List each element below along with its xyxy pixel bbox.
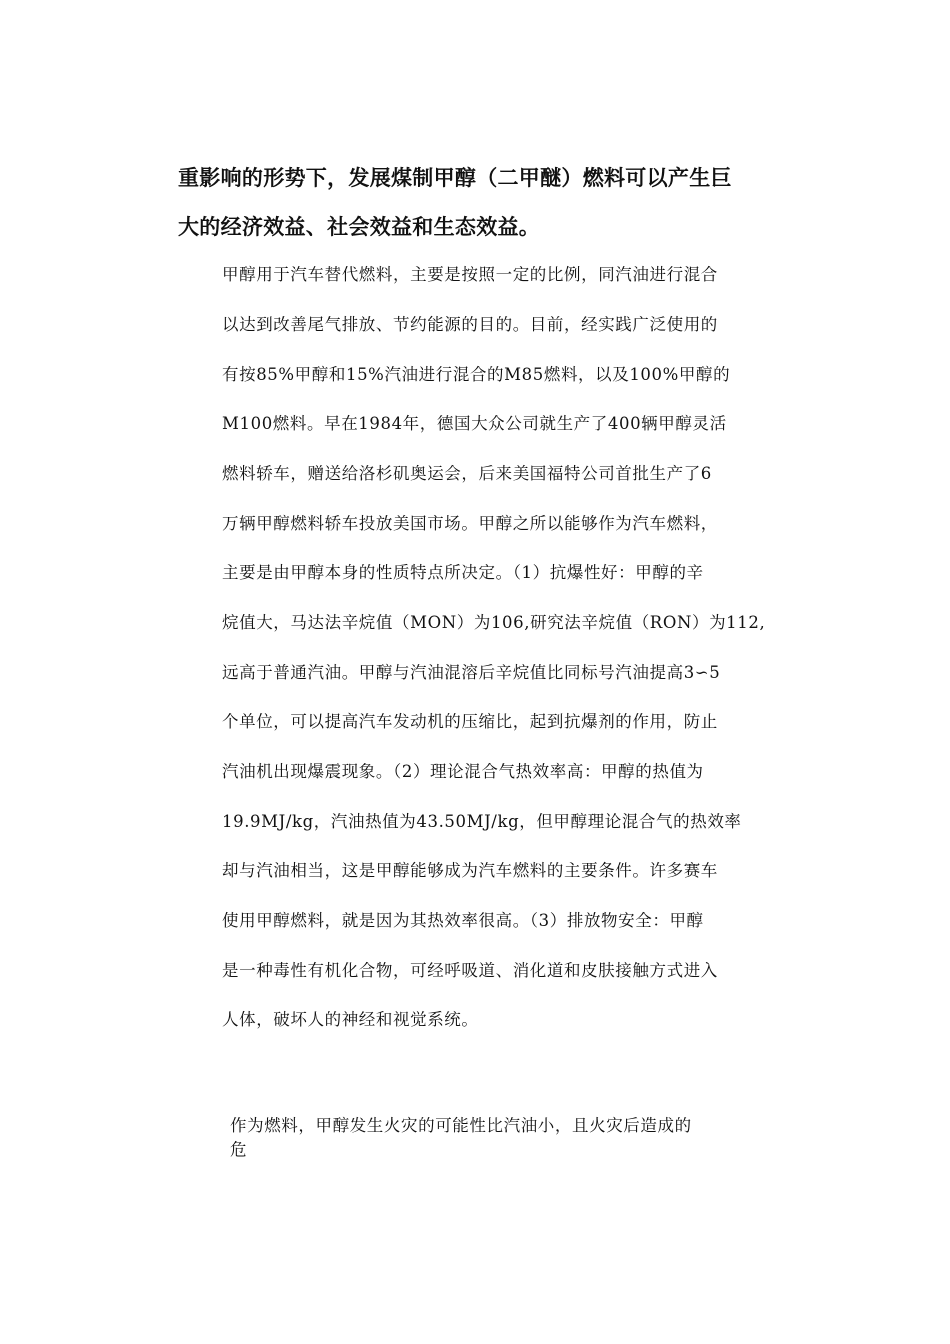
- body-line-2: 以达到改善尾气排放、节约能源的目的。目前，经实践广泛使用的: [222, 315, 718, 334]
- body-line-7: 主要是由甲醇本身的性质特点所决定。（1）抗爆性好：甲醇的辛: [222, 563, 704, 582]
- body-line-3: 有按85%甲醇和15%汽油进行混合的M85燃料，以及100%甲醇的: [222, 365, 731, 384]
- body-line-6: 万辆甲醇燃料轿车投放美国市场。甲醇之所以能够作为汽车燃料，: [222, 514, 718, 533]
- body-line-5: 燃料轿车，赠送给洛杉矶奥运会，后来美国福特公司首批生产了6: [222, 464, 712, 483]
- lead-line-1: 重影响的形势下，发展煤制甲醇（二甲醚）燃料可以产生巨: [178, 166, 732, 190]
- body-line-10: 个单位，可以提高汽车发动机的压缩比，起到抗爆剂的作用，防止: [222, 712, 718, 731]
- body-line-1: 甲醇用于汽车替代燃料，主要是按照一定的比例，同汽油进行混合: [222, 265, 718, 284]
- body-line-9: 远高于普通汽油。甲醇与汽油混溶后辛烷值比同标号汽油提高3∽5: [222, 663, 721, 682]
- body-line-8: 烷值大，马达法辛烷值（MON）为106,研究法辛烷值（RON）为112,: [222, 613, 766, 632]
- body-line-13: 却与汽油相当，这是甲醇能够成为汽车燃料的主要条件。许多赛车: [222, 861, 718, 880]
- body-line-11: 汽油机出现爆震现象。（2）理论混合气热效率高：甲醇的热值为: [222, 762, 704, 781]
- lead-line-2: 大的经济效益、社会效益和生态效益。: [178, 215, 541, 239]
- tail-line-1: 作为燃料，甲醇发生火灾的可能性比汽油小，且火灾后造成的: [230, 1116, 692, 1135]
- tail-line-2: 危: [230, 1140, 248, 1159]
- body-line-14: 使用甲醇燃料，就是因为其热效率很高。（3）排放物安全：甲醇: [222, 911, 704, 930]
- body-line-16: 人体，破坏人的神经和视觉系统。: [222, 1010, 479, 1029]
- body-line-12: 19.9MJ/kg，汽油热值为43.50MJ/kg，但甲醇理论混合气的热效率: [222, 812, 742, 831]
- body-line-4: M100燃料。早在1984年，德国大众公司就生产了400辆甲醇灵活: [222, 414, 727, 433]
- body-line-15: 是一种毒性有机化合物，可经呼吸道、消化道和皮肤接触方式进入: [222, 961, 718, 980]
